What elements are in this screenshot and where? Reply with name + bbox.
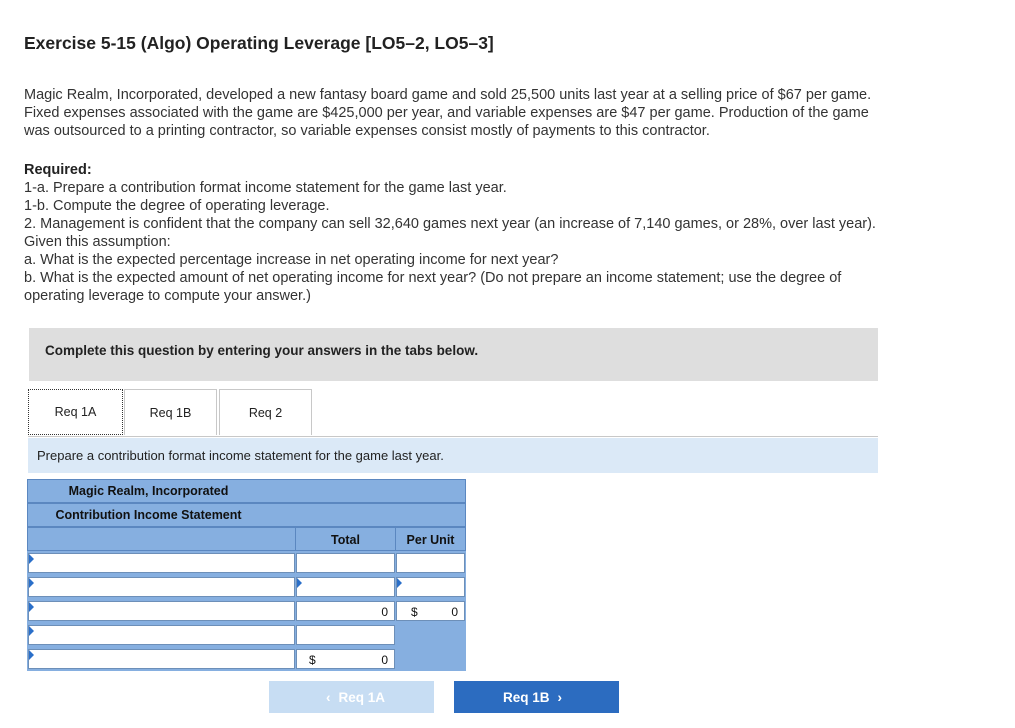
tab-req-1b[interactable]: Req 1B — [124, 389, 217, 435]
problem-paragraph — [24, 86, 964, 140]
line-item-input[interactable] — [28, 601, 295, 621]
required-line: b. What is the expected amount of net operating income for next year? (Do not prepare an income statement; use the degree of — [24, 270, 842, 286]
required-section — [24, 161, 974, 305]
dropdown-marker-icon — [29, 602, 34, 612]
dropdown-marker-icon — [397, 578, 402, 588]
dropdown-marker-icon — [29, 554, 34, 564]
total-input[interactable] — [296, 625, 395, 645]
line-item-input[interactable] — [28, 553, 295, 573]
instructions-banner — [29, 328, 878, 381]
line-item-input[interactable] — [28, 577, 295, 597]
company-name-header — [27, 479, 466, 503]
per-unit-input[interactable] — [396, 577, 465, 597]
required-line: 1-b. Compute the degree of operating leverage. — [24, 198, 330, 214]
tab-divider — [28, 436, 878, 437]
chevron-left-icon: ‹ — [325, 689, 331, 705]
required-line: 1-a. Prepare a contribution format income statement for the game last year. — [24, 180, 507, 196]
tab-instruction — [28, 438, 878, 473]
statement-title: Contribution Income Statement — [55, 508, 242, 522]
table-row — [27, 647, 466, 671]
total-column-header — [295, 527, 395, 551]
chevron-right-icon: › — [557, 689, 562, 705]
subtotal-total-cell — [296, 601, 395, 621]
next-tab-button[interactable] — [454, 681, 619, 713]
subtotal-per-unit-value: 0 — [451, 605, 458, 619]
subtotal-total-value: 0 — [381, 605, 388, 619]
line-item-input[interactable] — [28, 649, 295, 669]
final-total-cell — [296, 649, 395, 669]
required-line: Given this assumption: — [24, 234, 171, 250]
instruction-text: Prepare a contribution format income statement for the game last year. — [37, 448, 444, 463]
paragraph-line: Magic Realm, Incorporated, developed a new fantasy board game and sold 25,500 units last year at a selling price of $67 per game. — [24, 87, 872, 103]
table-row — [27, 623, 466, 647]
dropdown-marker-icon — [29, 578, 34, 588]
per-unit-blank — [396, 625, 465, 645]
income-statement-table — [27, 479, 466, 671]
prev-label: Req 1A — [338, 689, 385, 705]
tab-req-1a[interactable]: Req 1A — [28, 389, 123, 435]
final-total-value: 0 — [381, 653, 388, 667]
per-unit-header-label: Per Unit — [406, 533, 455, 547]
total-header-label: Total — [331, 533, 360, 547]
exercise-title: Exercise 5-15 (Algo) Operating Leverage [LO5–2, LO5–3] — [24, 33, 494, 53]
total-input[interactable] — [296, 553, 395, 573]
total-input[interactable] — [296, 577, 395, 597]
final-total-dollar: $ — [309, 653, 316, 667]
per-unit-blank — [396, 649, 465, 669]
paragraph-line: Fixed expenses associated with the game are $425,000 per year, and variable expenses are $47 per game. Production of the game — [24, 105, 869, 121]
paragraph-line: was outsourced to a printing contractor, so variable expenses consist mostly of payments to this contractor. — [24, 123, 710, 139]
label-column-header — [27, 527, 295, 551]
table-row — [27, 599, 466, 623]
dropdown-marker-icon — [297, 578, 302, 588]
required-line: 2. Management is confident that the company can sell 32,640 games next year (an increase of 7,140 games, or 28%, over last year). — [24, 216, 876, 232]
line-item-input[interactable] — [28, 625, 295, 645]
dropdown-marker-icon — [29, 626, 34, 636]
company-name: Magic Realm, Incorporated — [68, 484, 229, 498]
banner-text: Complete this question by entering your answers in the tabs below. — [45, 343, 479, 358]
table-row — [27, 575, 466, 599]
prev-tab-button[interactable] — [269, 681, 434, 713]
subtotal-per-unit-cell — [396, 601, 465, 621]
required-label: Required: — [24, 162, 92, 178]
dropdown-marker-icon — [29, 650, 34, 660]
tab-req-2[interactable]: Req 2 — [219, 389, 312, 435]
subtotal-per-unit-dollar: $ — [411, 605, 418, 619]
statement-title-header — [27, 503, 466, 527]
next-label: Req 1B — [502, 689, 550, 705]
per-unit-column-header — [395, 527, 466, 551]
per-unit-input[interactable] — [396, 553, 465, 573]
table-row — [27, 551, 466, 575]
required-line: operating leverage to compute your answer.) — [24, 288, 311, 304]
required-line: a. What is the expected percentage increase in net operating income for next year? — [24, 252, 559, 268]
